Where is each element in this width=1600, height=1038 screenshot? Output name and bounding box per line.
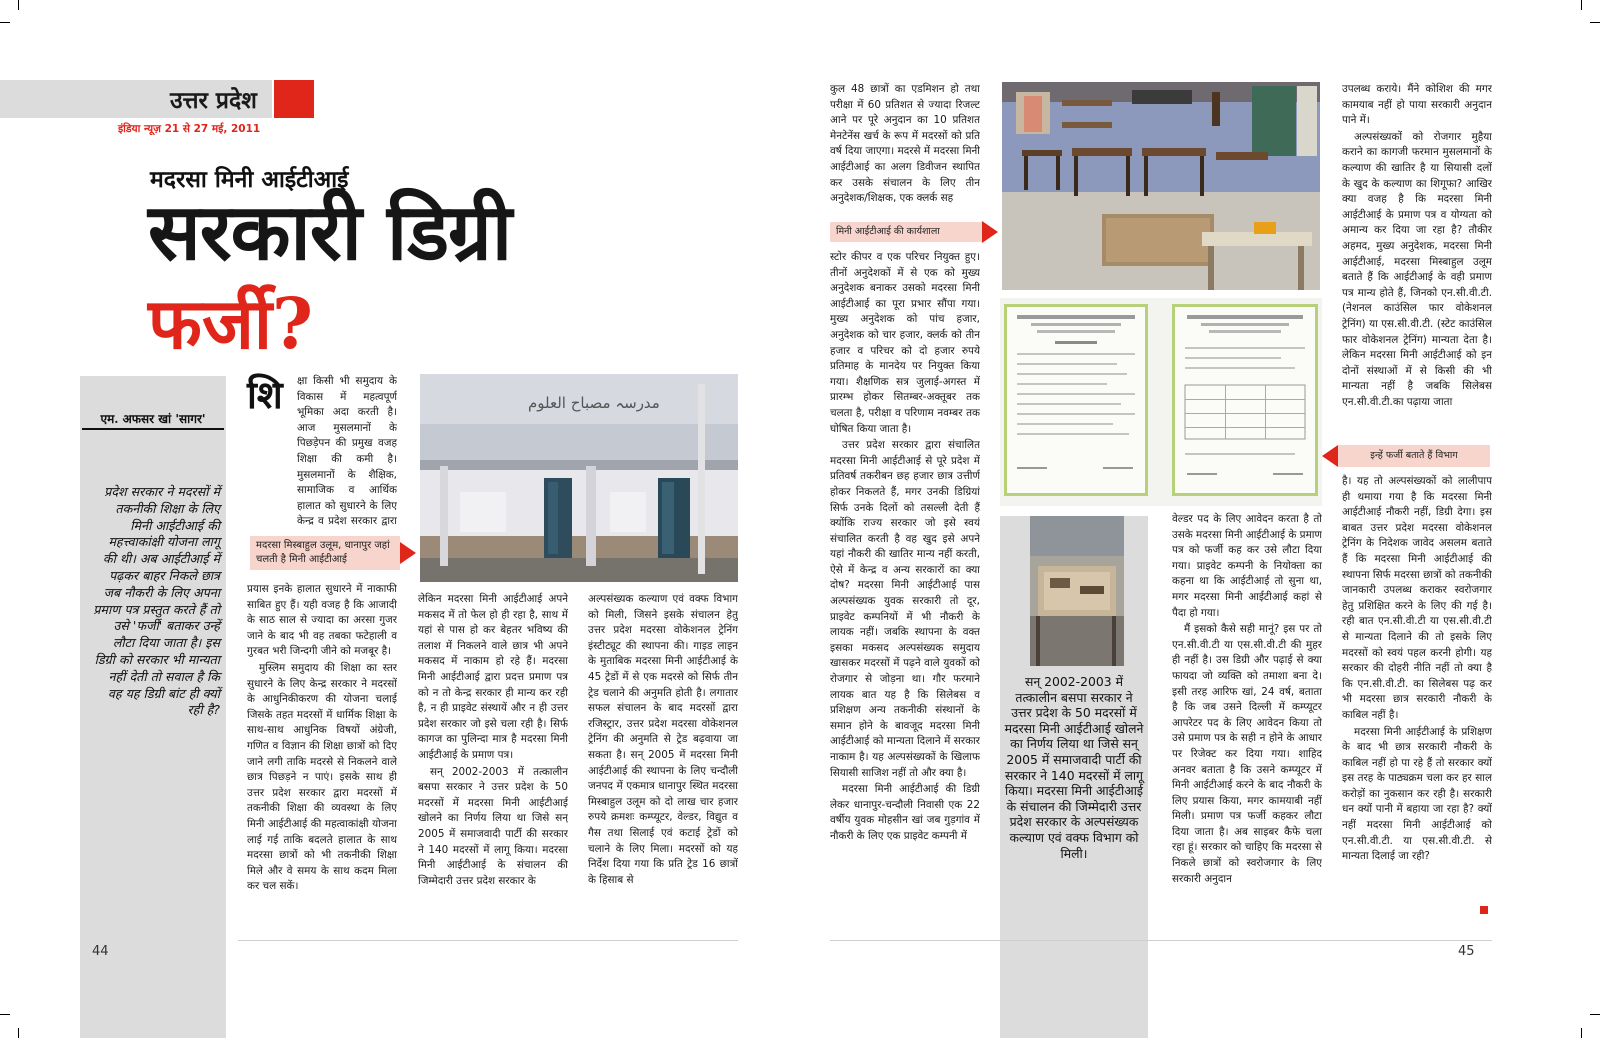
col6-para-4: मदरसा मिनी आईटीआई के प्रशिक्षण के बाद भी छात्र सरकारी नौकरी के काबिल नहीं हो पा रहे हैं तो सरकार क्यों इस तरह के पाठ्यक्रम चला कर हर साल करोड़ों का नुकसान कर रही है। सरकारी धन क्यों पानी में बहाया जा रहा है? क्यों नहीं मदरसा मिनी आईटीआई को एन.सी.वी.टी. या एस.सी.वी.टी. से मान्यता दिलाई जा रही? — [1342, 725, 1492, 863]
crop-mark — [0, 1014, 10, 1015]
certificate-1-illustration — [1007, 307, 1145, 493]
headline-line1: सरकारी डिग्री — [148, 187, 512, 278]
column-3 — [588, 592, 738, 918]
column-6-top — [1342, 82, 1492, 440]
page-number-left: 44 — [92, 944, 109, 959]
headline-line2: फर्जी? — [148, 282, 314, 365]
col2-para-2: सन् 2002-2003 में तत्कालीन बसपा सरकार ने उत्तर प्रदेश के 50 मदरसों में मदरसा मिनी आईटीआई खोलने का निर्णय लिया था जिसे सन् 2005 में समाजवादी पार्टी की सरकार ने 140 मदरसों में लागू किया। मदरसा मिनी आईटीआई के संचालन की जिम्मेदारी उत्तर प्रदेश सरकार के — [418, 765, 568, 887]
certificate-2 — [1172, 304, 1318, 496]
madrasa-building-photo — [420, 374, 738, 582]
kicker: मदरसा मिनी आईटीआई — [150, 167, 349, 193]
bottom-rule-left — [238, 940, 738, 941]
crop-mark — [1590, 22, 1600, 23]
sewing-illustration — [1030, 516, 1124, 666]
column-5 — [1172, 512, 1322, 920]
col4-para-1: कुल 48 छात्रों का एडमिशन हो तथा परीक्षा में 60 प्रतिशत से ज्यादा रिजल्ट आने पर पूरे अनुदान का 10 प्रतिशत मेनटेनेंस खर्च के रूप में मदरसों को प्रति वर्ष दिया जाएगा। मदरसे में मदरसा मिनी आईटीआई का अलग डिवीजन स्थापित कर उसके संचालन के लिए तीन अनुदेशक/शिक्षक, एक क्लर्क सह — [830, 83, 980, 205]
madrasa-building-illustration — [420, 374, 738, 582]
byline-rule — [82, 428, 224, 430]
intro-text: क्षा किसी भी समुदाय के विकास में महत्वपूर्ण भूमिका अदा करती है। आज मुसलमानों के पिछड़ेपन की प्रमुख वजह शिक्षा की कमी है। मुसलमानों के शैक्षिक, सामाजिक व आर्थिक हालात को सुधारने के लिए केन्द्र व प्रदेश सरकार द्वारा — [297, 375, 397, 528]
col6-para-2: अल्पसंख्यकों को रोजगार मुहैया कराने का कागजी फरमान मुसलमानों के कल्याण की खातिर है या सियासी दलों के खुद के कल्याण का शिगूफा? आखिर क्या वजह है कि मदरसा मिनी आईटीआई के प्रमाण पत्र व योग्यता को अमान्य कर दिया जा रहा है? तौकीर अहमद, मुख्य अनुदेशक, मदरसा मिनी आईटीआई, मदरसा मिस्बाहुल उलूम बताते हैं कि आईटीआई के वही प्रमाण पत्र मान्य होते हैं, जिनको एन.सी.वी.टी. (नेशनल काउंसिल फार वोकेशनल ट्रेनिंग) या एस.सी.वी.टी. (स्टेट काउंसिल फार वोकेशनल ट्रेनिंग) मान्यता देता है। लेकिन मदरसा मिनी आईटीआई को इन दोनों संस्थाओं में से किसी की भी मान्यता नहीं है जबकि सिलेबस एन.सी.वी.टी.का पढ़ाया जाता — [1342, 130, 1492, 408]
column-2 — [418, 592, 568, 918]
section-title: उत्तर प्रदेश — [170, 87, 257, 114]
crop-mark — [1581, 0, 1582, 10]
certificate-2-illustration — [1175, 307, 1315, 493]
crop-mark — [18, 0, 19, 10]
col1-para-2: मुस्लिम समुदाय की शिक्षा का स्तर सुधारने के लिए केन्द्र सरकार ने मदरसों के आधुनिकीकरण की योजना चलाई जिसके तहत मदरसों में धार्मिक शिक्षा के साथ-साथ आधुनिक विषयों अंग्रेजी, गणित व विज्ञान की शिक्षा छात्रों को दिए जाने लगी ताकि मदरसे से निकलने वाले छात्र पिछड़ने न पाएं। इसके साथ ही उत्तर प्रदेश सरकार द्वारा मदरसों में तकनीकी शिक्षा की व्यवस्था के लिए मिनी आईटीआई की महत्वाकांक्षी योजना लाई गई ताकि बदलते हालात के साथ मदरसा छात्रों को भी तकनीकी शिक्षा मिले और वे समय के साथ कदम मिला कर चल सकें। — [247, 661, 397, 893]
crop-mark — [18, 1028, 19, 1038]
caption-arrow — [982, 221, 998, 243]
workshop-illustration — [1002, 82, 1320, 290]
workshop-photo — [1002, 82, 1320, 290]
col4-para-4: मदरसा मिनी आईटीआई की डिग्री लेकर धानापुर-चन्दौली निवासी एक 22 वर्षीय युवक मोहसीन खां जब गुड़गांव में नौकरी के लिए एक प्राइवेट कम्पनी में — [830, 783, 980, 842]
building-sign: مدرسہ مصباح العلوم — [528, 394, 660, 412]
end-mark — [1480, 906, 1488, 914]
col4-para-2: स्टोर कीपर व एक परिचर नियुक्त हुए। तीनों अनुदेशकों में से एक को मुख्य अनुदेशक बनाकर उसको मदरसा मिनी आईटीआई का पूरा प्रभार सौंपा गया। मुख्य अनुदेशक को पांच हजार, अनुदेशक को चार हजार, क्लर्क को तीन हजार व परिचर को दो हजार रुपये प्रतिमाह के मानदेय पर नियुक्त किया गया। शैक्षणिक सत्र जुलाई-अगस्त में प्रारम्भ होकर सितम्बर-अक्तूबर तक चलता है, परीक्षा व परिणाम नवम्बर तक घोषित किया जाता है। — [830, 251, 980, 435]
caption-arrow — [400, 542, 416, 564]
certificate-1 — [1004, 304, 1148, 496]
column-1 — [247, 582, 397, 918]
caption-arrow — [1322, 445, 1338, 467]
pullquote: सन् 2002-2003 में तत्कालीन बसपा सरकार ने उत्तर प्रदेश के 50 मदरसों में मदरसा मिनी आईटीआई खोलने का निर्णय लिया था जिसे सन् 2005 में समाजवादी पार्टी की सरकार ने 140 मदरसों में लागू किया। मदरसा मिनी आईटीआई के संचालन की जिम्मेदारी उत्तर प्रदेश सरकार के अल्पसंख्यक कल्याण एवं वक्फ विभाग को मिली। — [1004, 674, 1144, 861]
crop-mark — [1590, 1014, 1600, 1015]
col5-para-2: मैं इसको कैसे सही मानूं? इस पर तो एन.सी.वी.टी या एस.सी.वी.टी की मुहर ही नहीं है। उस डिग्री और पढ़ाई से क्या फायदा जो व्यक्ति को तमाशा बना दे। इसी तरह आरिफ खां, 24 वर्ष, बताता है कि जब उसने दिल्ली में कम्प्यूटर आपरेटर पद के लिए आवेदन किया तो उसे प्रमाण पत्र के सही न होने के आधार पर रिजेक्ट कर दिया गया। शाहिद अनवर बताता है कि उसने कम्प्यूटर में मिनी आईटीआई करने के बाद नौकरी के लिए प्रयास किया, मगर कामयाबी नहीं मिली। प्रमाण पत्र फर्जी कहकर लौटा दिया जाता है। अब साइबर कैफे चला रहा हूं। सरकार को चाहिए कि मदरसा से निकले छात्रों को स्वरोजगार के लिए सरकारी अनुदान — [1172, 623, 1322, 885]
col4-para-3: उत्तर प्रदेश सरकार द्वारा संचालित मदरसा मिनी आईटीआई से पूरे प्रदेश में प्रतिवर्ष तकरीबन छह हजार छात्र उत्तीर्ण होकर निकलते हैं, मगर उनकी डिग्रियां सिर्फ उनके दिलों को तसल्ली देती हैं क्योंकि राज्य सरकार जो इसे स्वयं संचालित करती है वह खुद इसे अपने यहां नौकरी की खातिर मान्य नहीं करती, ऐसे में केन्द्र व अन्य सरकारों का क्या दोष? मदरसा मिनी आईटीआई पास अल्पसंख्यक युवक सरकारी तो दूर, प्राइवेट कम्पनियों में भी नौकरी के लायक नहीं। जबकि स्थापना के वक्त इसका मकसद अल्पसंख्यक समुदाय खासकर मदरसों में पढ़ने वाले युवकों को रोजगार से जोड़ना था। गौर फरमाने लायक बात यह है कि सिलेबस व प्रशिक्षण अन्य तकनीकी संस्थानों के समान होने के बावजूद मदरसा मिनी आईटीआई को मान्यता दिलाने में सरकार नाकाम है। यह अल्पसंख्यकों के खिलाफ सियासी साजिश नहीं तो और क्या है। — [830, 439, 980, 779]
col6-para-1: उपलब्ध कराये। मैंने कोशिश की मगर कामयाब नहीं हो पाया सरकारी अनुदान पाने में। — [1342, 83, 1492, 127]
page-number-right: 45 — [1458, 944, 1475, 959]
column-4-top — [830, 82, 980, 222]
crop-mark — [0, 22, 10, 23]
caption-certificates: इन्हें फर्जी बताते हैं विभाग — [1338, 445, 1490, 467]
col3-para-1: अल्पसंख्यक कल्याण एवं वक्फ विभाग को मिली, जिसने इसके संचालन हेतु उत्तर प्रदेश मदरसा वोकेशनल ट्रेनिंग इंस्टीट्यूट की स्थापना की। गाइड लाइन के मुताबिक मदरसा मिनी आईटीआई के 45 ट्रेडों में से एक मदरसे को सिर्फ तीन ट्रेड चलाने की अनुमति होती है। लगातार सफल संचालन के बाद मदरसों द्वारा रजिस्ट्रार, उत्तर प्रदेश मदरसा वोकेशनल ट्रेनिंग की अनुमति से ट्रेड बढ़वाया जा सकता है। सन् 2005 में मदरसा मिनी आईटीआई की स्थापना के लिए चन्दौली जनपद में एकमात्र धानापुर स्थित मदरसा मिस्बाहुल उलूम को दो लाख चार हजार रुपये क्रमशः कम्प्यूटर, वेल्डर, विद्युत व गैस तथा सिलाई एवं कटाई ट्रेडों को चलाने के लिए मिला। मदरसों को यह निर्देश दिया गया कि प्रति ट्रेड 16 छात्रों के हिसाब से — [588, 593, 738, 886]
byline: एम. अफसर खां 'सागर' — [100, 412, 206, 426]
col1-para-1: प्रयास इनके हालात सुधारने में नाकाफी साबित हुए हैं। यही वजह है कि आजादी के साठ साल से ज्यादा का अरसा गुजर जाने के बाद भी वह तबका फटेहाली व गुरबत भरी जिन्दगी जीने को मजबूर है। — [247, 583, 397, 658]
crop-mark — [1581, 1028, 1582, 1038]
section-red-block — [274, 80, 314, 118]
column-4 — [830, 250, 980, 920]
sewing-photo — [1030, 516, 1124, 666]
bottom-rule-right — [830, 940, 1492, 941]
dateline: इंडिया न्यूज़ 21 से 27 मई, 2011 — [118, 123, 261, 135]
col6-para-3: है। यह तो अल्पसंख्यकों को लालीपाप ही थमाया गया है कि मदरसा मिनी आईटीआई नौकरी नहीं, डिग्री देगा। इस बाबत उत्तर प्रदेश मदरसा वोकेशनल ट्रेनिंग के निदेशक जावेद असलम बताते हैं कि मदरसा मिनी आईटीआई की स्थापना सिर्फ मदरसा छात्रों को तकनीकी जानकारी उपलब्ध कराकर स्वरोजगार हेतु प्रशिक्षित करने के लिए की गई है। रही बात एन.सी.वी.टी या एस.सी.वी.टी से मान्यता दिलाने की तो इसके लिए मदरसों को स्वयं पहल करनी होगी। यह सरकार की दोहरी नीति नहीं तो क्या है कि एन.सी.वी.टी. का सिलेबस पढ़ कर भी मदरसा छात्र सरकारी नौकरी के काबिल नहीं है। — [1342, 475, 1492, 721]
column-6 — [1342, 474, 1492, 920]
drop-cap: शि — [247, 372, 283, 417]
caption-workshop: मिनी आईटीआई की कार्यशाला — [830, 222, 982, 242]
col2-para-1: लेकिन मदरसा मिनी आईटीआई अपने मकसद में तो फेल हो ही रहा है, साथ में यहां से पास हो कर बेहतर भविष्य की तलाश में निकलने वाले छात्र भी अपने मकसद में नाकाम हो रहे हैं। मदरसा मिनी आईटीआई द्वारा प्रदत्त प्रमाण पत्र को न तो केन्द्र सरकार ही मान्य कर रही है, न ही प्राइवेट संस्थायें और न ही उत्तर प्रदेश सरकार जो इसे चला रही है। सिर्फ कागज का पुलिन्दा मात्र है मदरसा मिनी आईटीआई के प्रमाण पत्र। — [418, 593, 568, 761]
caption-madrasa-building: मदरसा मिस्बाहुल उलूम, धानापुर जहां चलती है मिनी आईटीआई — [250, 536, 400, 570]
col5-para-1: वेल्डर पद के लिए आवेदन करता है तो उसके मदरसा मिनी आईटीआई के प्रमाण पत्र को फर्जी कह कर उसे लौटा दिया गया। प्राइवेट कम्पनी के नियोक्ता का कहना था कि आईटीआई तो सुना था, मगर मदरसा मिनी आईटीआई कहां से पैदा हो गया। — [1172, 513, 1322, 619]
standfirst: प्रदेश सरकार ने मदरसों में तकनीकी शिक्षा के लिए मिनी आईटीआई की महत्त्वाकांक्षी योजना लागू की थी। अब आईटीआई में पढ़कर बाहर निकले छात्र जब नौकरी के लिए अपना प्रमाण पत्र प्रस्तुत करते हैं तो उसे 'फर्जी' बताकर उन्हें लौटा दिया जाता है। इस डिग्री को सरकार भी मान्यता नहीं देती तो सवाल है कि वह यह डिग्री बांट ही क्यों रही है? — [93, 484, 220, 718]
column-1-intro — [247, 374, 397, 530]
